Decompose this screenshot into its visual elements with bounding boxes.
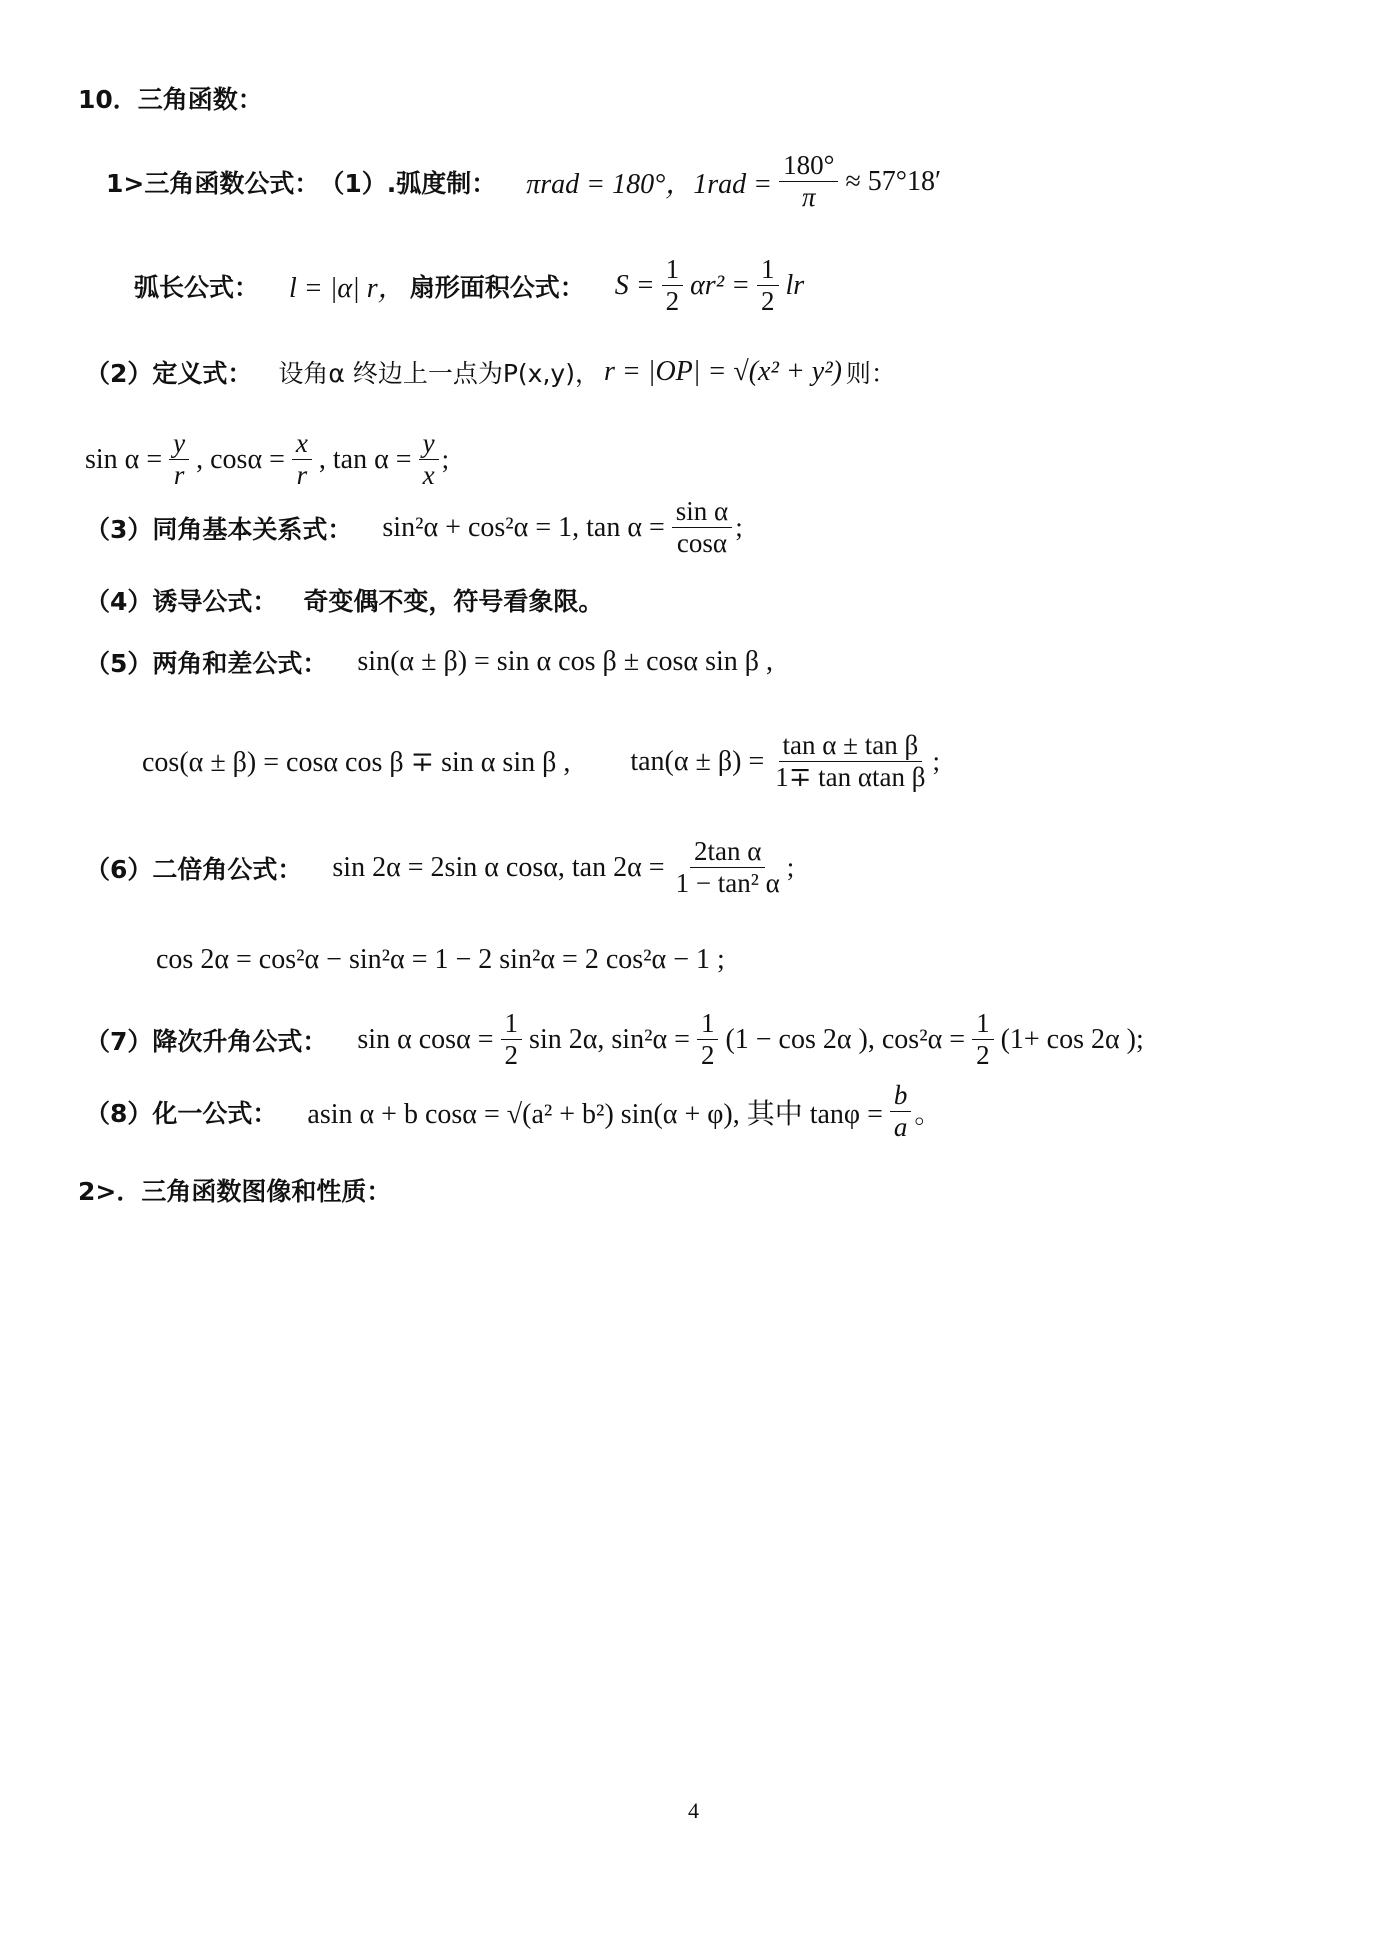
sector-formula: S =: [614, 269, 655, 301]
arc-line: [134, 254, 808, 317]
trig-definitions: [81, 428, 449, 491]
reduce-formula-b: sin 2α, sin²α =: [529, 1023, 690, 1055]
semicolon: ;: [441, 444, 450, 475]
sum-line-2: [138, 730, 940, 793]
double-label: （6）二倍角公式：: [85, 854, 303, 884]
numerator: b: [890, 1080, 912, 1112]
denominator: r: [296, 460, 308, 491]
sector-formula-mid: αr² =: [690, 269, 750, 301]
induction-label: （4）诱导公式：: [85, 587, 278, 616]
definition-label: （2）定义式：: [85, 359, 253, 388]
definition-line: [85, 354, 896, 390]
sub1-label: 1>三角函数公式：: [106, 168, 320, 198]
double-formula: sin 2α = 2sin α cosα, tan 2α =: [332, 851, 665, 883]
numerator: 1: [697, 1008, 719, 1040]
radius-formula: r = |OP| = √(x² + y²): [603, 356, 842, 387]
sector-label: 扇形面积公式：: [409, 272, 585, 302]
denominator: a: [893, 1112, 908, 1143]
sum-line: [85, 644, 777, 680]
denominator: 2: [665, 286, 680, 317]
numerator: 2tan α: [690, 836, 765, 868]
numerator: y: [419, 428, 439, 460]
identity-line: [85, 496, 743, 559]
radian-approx: ≈ 57°18′: [845, 165, 942, 197]
cos-def: , cosα =: [196, 443, 285, 475]
semicolon: ;: [932, 746, 941, 777]
sin-sum-formula: sin(α ± β) = sin α cos β ± cosα sin β ,: [357, 646, 774, 677]
identity-formula: sin²α + cos²α = 1, tan α =: [382, 511, 665, 543]
denominator: r: [173, 460, 185, 491]
denominator: 1∓ tan αtan β: [775, 762, 926, 793]
radian-label: （1）.弧度制：: [319, 168, 497, 198]
sub2-label: 2>．三角函数图像和性质：: [78, 1177, 392, 1206]
section-title: 10．三角函数：: [78, 85, 263, 114]
numerator: x: [292, 428, 312, 460]
definition-text: 设角α 终边上一点为P(x,y)，: [278, 359, 600, 388]
reduce-formula-d: (1+ cos 2α );: [1000, 1023, 1144, 1055]
induction-text: 奇变偶不变，符号看象限。: [303, 587, 604, 616]
numerator: 1: [501, 1008, 523, 1040]
reduce-formula-c: (1 − cos 2α ), cos²α =: [725, 1023, 966, 1055]
sum-label: （5）两角和差公式：: [85, 649, 328, 678]
double-line: [85, 836, 794, 899]
radian-formula: πrad = 180°，1rad =: [526, 168, 773, 200]
arc-label: 弧长公式：: [134, 272, 260, 302]
sector-formula-tail: lr: [785, 269, 805, 301]
cos-sum-formula: cos(α ± β) = cosα cos β ∓ sin α sin β ,: [142, 746, 571, 778]
semicolon: ;: [735, 512, 743, 543]
unify-line: [85, 1080, 941, 1143]
denominator: 2: [504, 1040, 519, 1071]
then-text: 则：: [845, 359, 896, 388]
unify-formula: asin α + b cosα = √(a² + b²) sin(α + φ), 其中 tanφ =: [307, 1098, 883, 1130]
numerator: 1: [662, 254, 684, 286]
denominator: 1 − tan² α: [675, 868, 780, 899]
reduce-line: [85, 1008, 1148, 1071]
denominator: x: [422, 460, 435, 491]
semicolon: ;: [786, 852, 795, 883]
numerator: tan α ± tan β: [779, 730, 923, 762]
denominator: 2: [761, 286, 775, 317]
reduce-label: （7）降次升角公式：: [85, 1026, 328, 1056]
radian-line: [106, 150, 945, 213]
period: 。: [914, 1099, 942, 1130]
denominator: 2: [700, 1040, 715, 1071]
denominator: cosα: [676, 528, 728, 559]
numerator: sin α: [672, 496, 732, 528]
radian-fraction: [779, 150, 838, 213]
numerator: 1: [757, 254, 779, 286]
cos-double-line: [152, 944, 729, 976]
numerator: y: [169, 428, 189, 460]
tan-sum-formula: tan(α ± β) =: [630, 745, 765, 777]
sin-def: sin α =: [85, 443, 163, 475]
tan-def: , tan α =: [318, 443, 412, 475]
reduce-formula-a: sin α cosα =: [357, 1023, 494, 1055]
numerator: 180°: [779, 150, 838, 182]
numerator: 1: [972, 1008, 994, 1040]
denominator: 2: [976, 1040, 990, 1071]
denominator: π: [801, 182, 816, 213]
unify-label: （8）化一公式：: [85, 1098, 278, 1128]
identity-label: （3）同角基本关系式：: [85, 514, 353, 544]
induction-line: [85, 582, 603, 618]
page-number: 4: [688, 1798, 699, 1823]
cos-double-formula: cos 2α = cos²α − sin²α = 1 − 2 sin²α = 2 cos²α − 1 ;: [156, 944, 725, 975]
arc-formula: l = |α| r，: [289, 272, 406, 304]
